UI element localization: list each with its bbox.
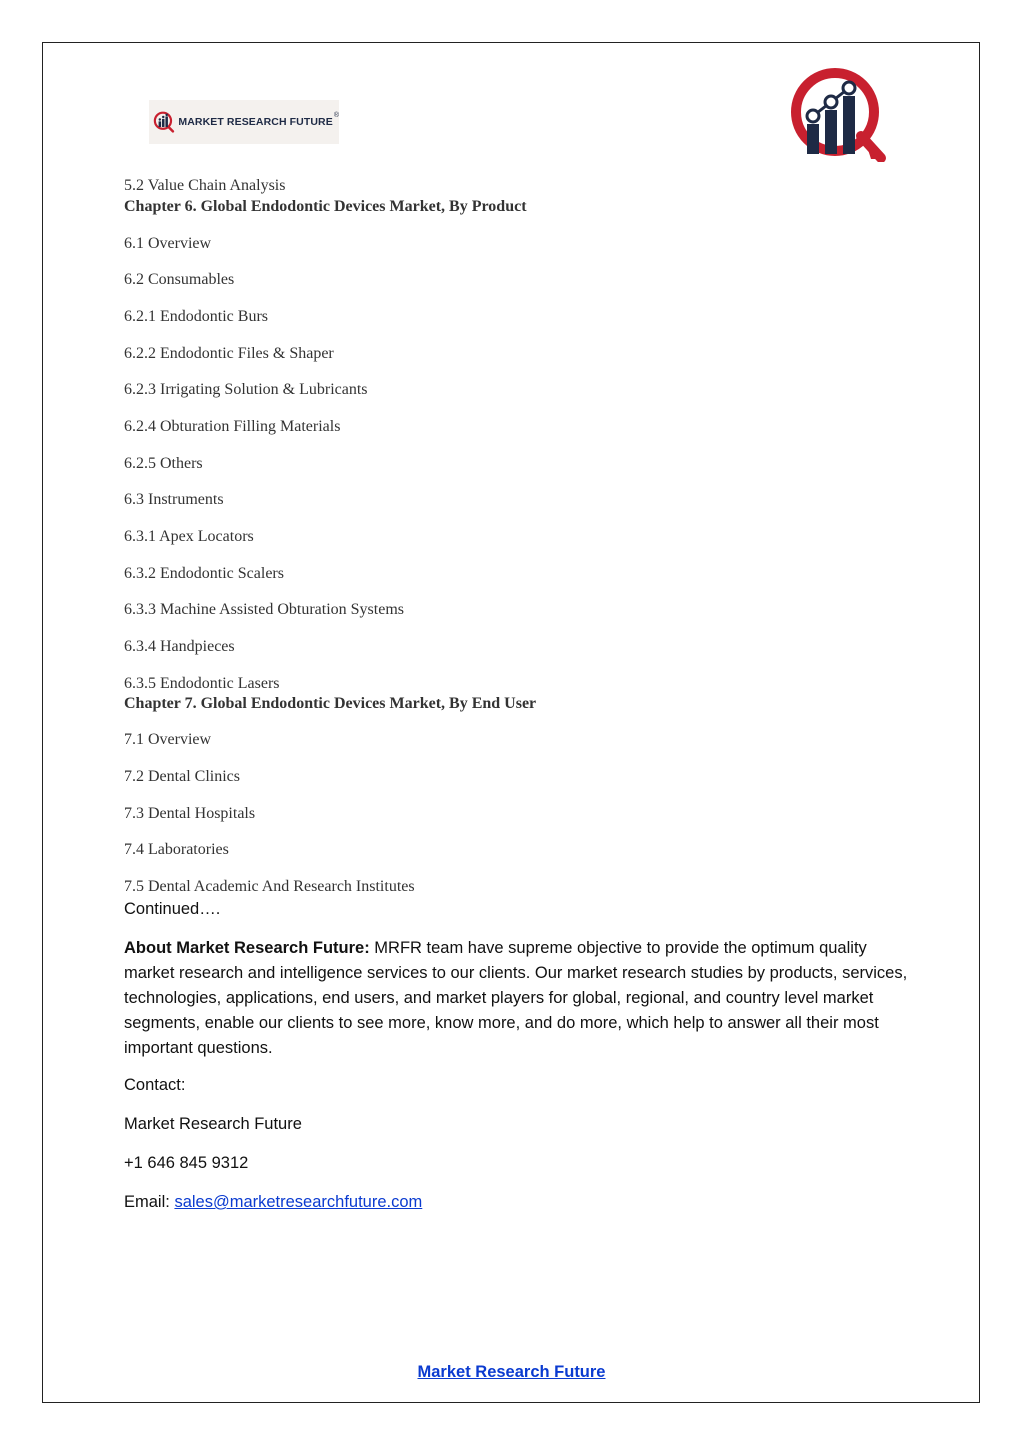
toc-item: 6.2.5 Others: [124, 455, 203, 472]
about-text: MRFR team have supreme objective to provide the optimum quality market research and intelligence services to our clients. Our market research studies by products, services, technologies, applications, end users, and market players for global, regional, and country level market segments, enable our clients to see more, know more, and do more, which help to answer all their most important questions.: [124, 939, 908, 1057]
toc-item: 5.2 Value Chain Analysis: [124, 177, 286, 194]
toc-item: 7.1 Overview: [124, 731, 212, 748]
continued-note: Continued….: [124, 900, 221, 918]
about-paragraph: [124, 936, 909, 1061]
registered-mark: ®: [333, 111, 339, 119]
contact-heading: Contact:: [124, 1076, 186, 1094]
footer-company-link[interactable]: Market Research Future: [417, 1363, 606, 1381]
toc-item: 6.2 Consumables: [124, 271, 235, 288]
toc-item: 7.5 Dental Academic And Research Institutes: [124, 878, 415, 895]
toc-item: 6.3.1 Apex Locators: [124, 528, 254, 545]
toc-item: 6.2.1 Endodontic Burs: [124, 308, 268, 325]
toc-item: 6.2.2 Endodontic Files & Shaper: [124, 345, 334, 362]
logo-magnifier-chart-icon: [153, 104, 175, 140]
about-label: About Market Research Future:: [124, 939, 370, 957]
toc-item: 6.2.3 Irrigating Solution & Lubricants: [124, 381, 368, 398]
toc-item: 6.3.5 Endodontic Lasers: [124, 675, 280, 692]
toc-item: 6.3.3 Machine Assisted Obturation Systems: [124, 601, 404, 618]
toc-chapter-heading: Chapter 6. Global Endodontic Devices Market, By Product: [124, 198, 527, 215]
toc-item: 6.3.4 Handpieces: [124, 638, 235, 655]
contact-company: Market Research Future: [124, 1115, 302, 1133]
mrfr-emblem-icon: [785, 66, 891, 162]
brand-logo: [149, 100, 339, 144]
footer: [0, 1363, 1023, 1382]
email-link[interactable]: sales@marketresearchfuture.com: [174, 1193, 423, 1211]
toc-item: 6.2.4 Obturation Filling Materials: [124, 418, 341, 435]
toc-chapter-heading: Chapter 7. Global Endodontic Devices Market, By End User: [124, 695, 537, 712]
contact-email-row: [124, 1191, 422, 1213]
email-label: Email:: [124, 1193, 175, 1211]
toc-item: 6.3.2 Endodontic Scalers: [124, 565, 284, 582]
toc-item: 7.4 Laboratories: [124, 841, 229, 858]
toc-item: 6.1 Overview: [124, 235, 212, 252]
toc-item: 7.2 Dental Clinics: [124, 768, 240, 785]
contact-phone: +1 646 845 9312: [124, 1154, 249, 1172]
logo-wordmark: MARKET RESEARCH FUTURE: [178, 116, 333, 128]
toc-item: 7.3 Dental Hospitals: [124, 805, 256, 822]
toc-item: 6.3 Instruments: [124, 491, 224, 508]
